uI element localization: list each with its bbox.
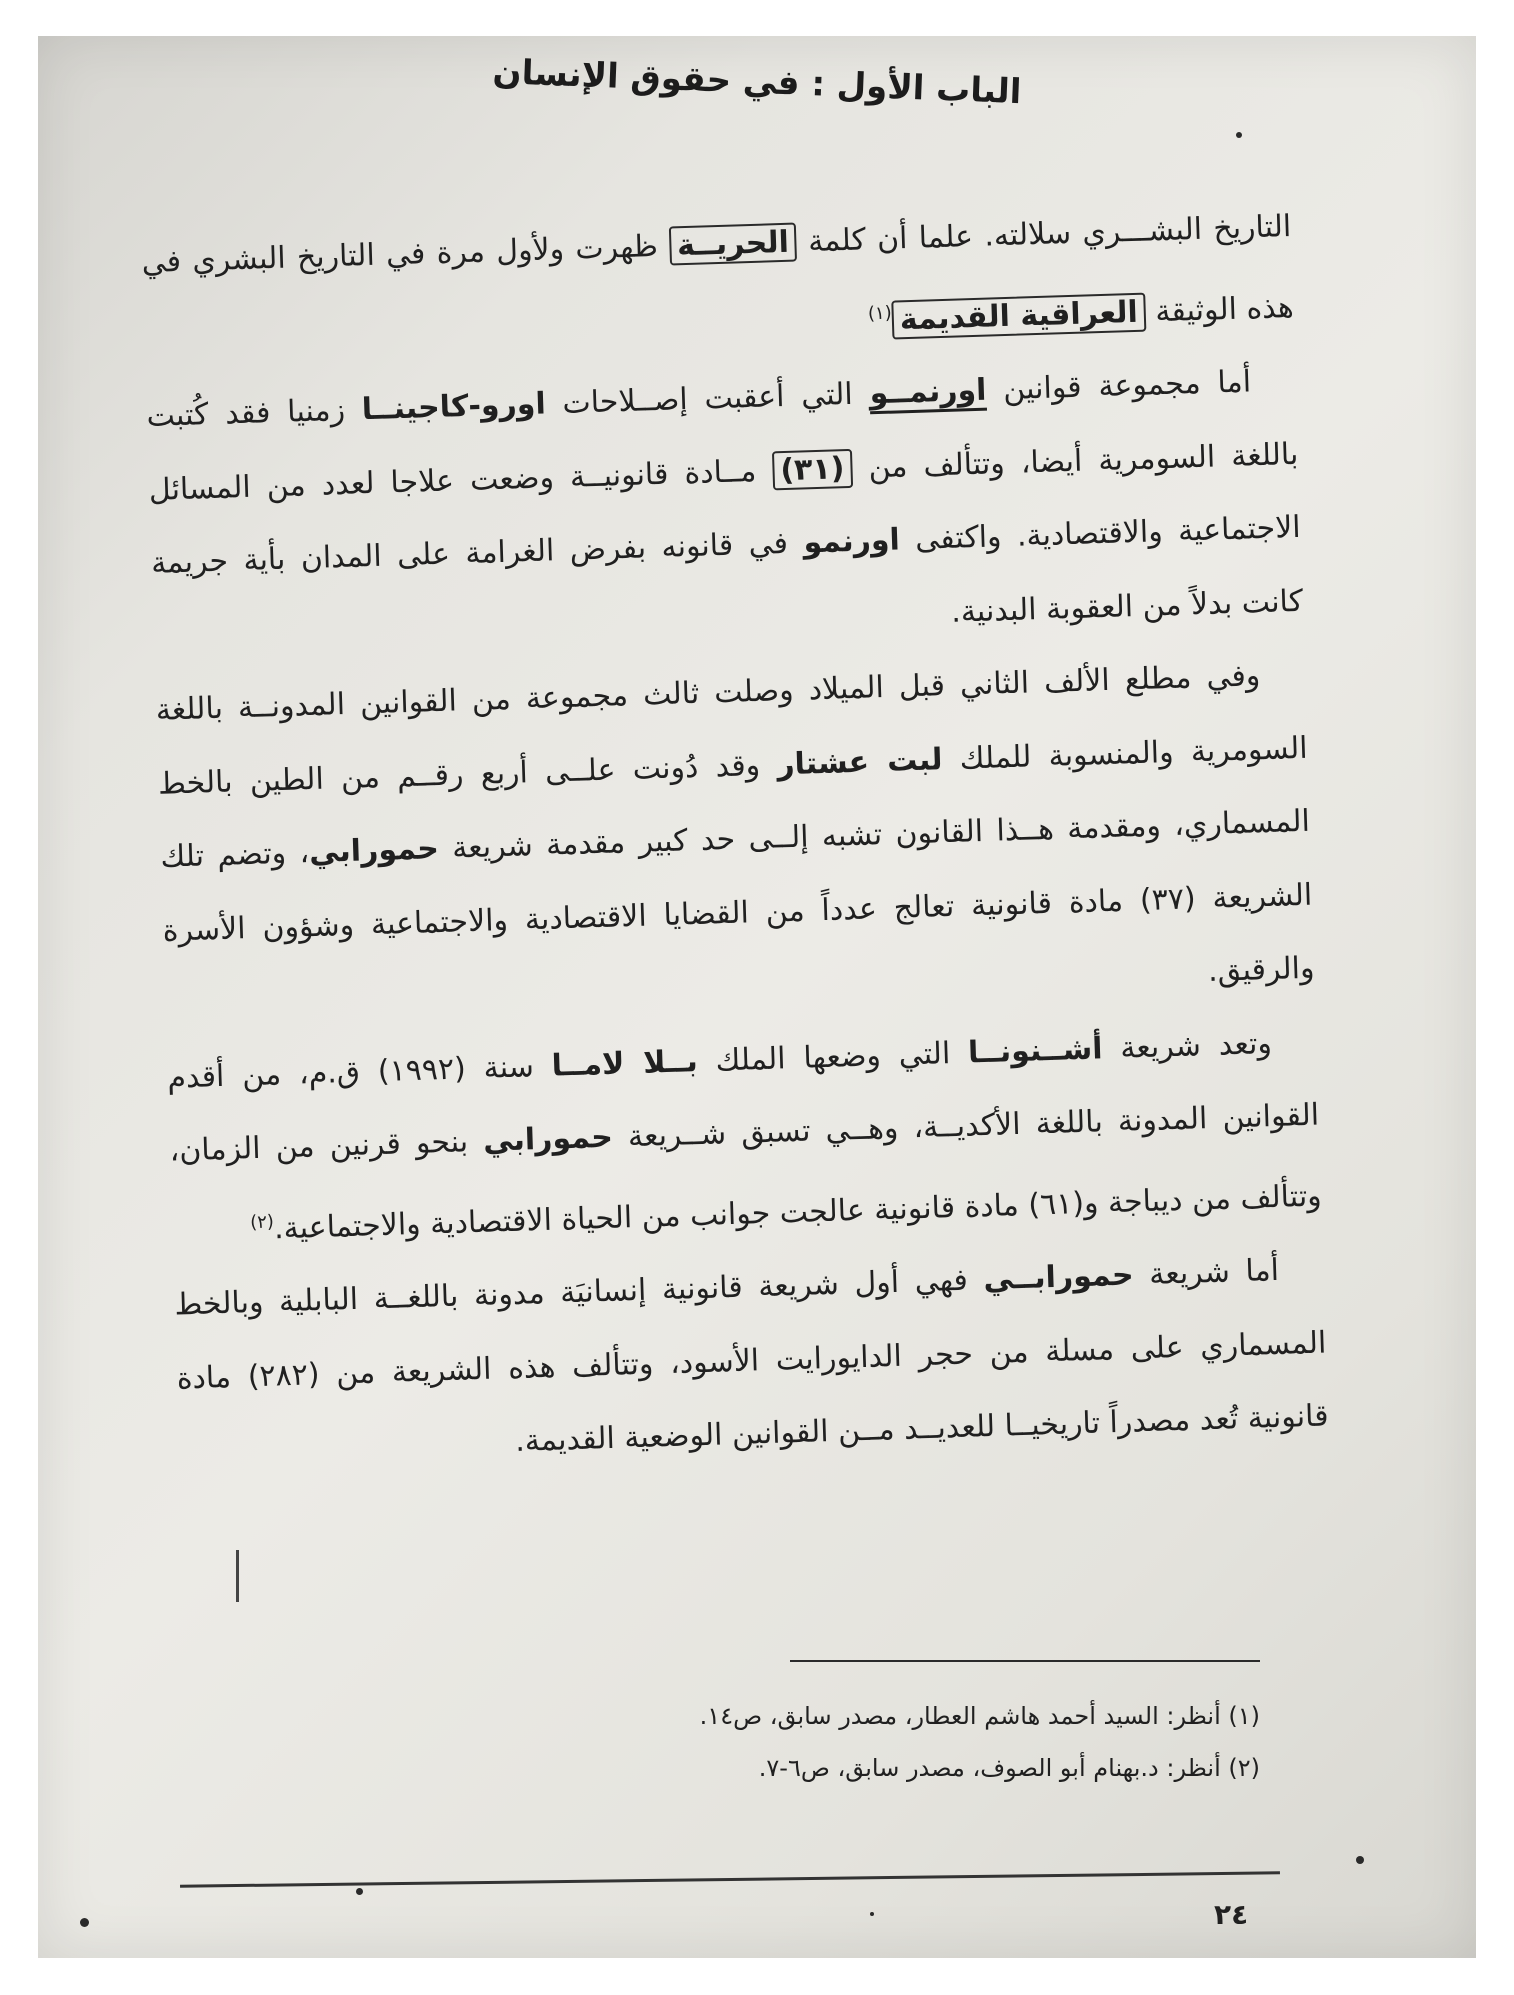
speck-dot xyxy=(356,1888,363,1895)
page-number: ٢٤ xyxy=(1214,1898,1249,1931)
footnotes xyxy=(520,1690,1260,1794)
speck-dot xyxy=(870,1912,874,1916)
p2-text-e: في قانونه بفرض الغرامة على المدان بأية جريمة كانت بدلاً من العقوبة البدنية. xyxy=(150,525,1304,630)
p2-text-b: التي أعقبت إصــلاحات xyxy=(545,376,871,422)
footnote-2: (٢) أنظر: د.بهنام أبو الصوف، مصدر سابق، ص٦-٧. xyxy=(758,1754,1260,1782)
body-text xyxy=(141,190,1330,1489)
speck-dot xyxy=(1236,132,1242,138)
p3-text-c: ، وتضم تلك الشريعة (٣٧) مادة قانونية تعالج عدداً من القضايا الاقتصادية والاجتماعية وشؤون الأسرة والرقيق. xyxy=(159,835,1316,989)
p1-text-a: التاريخ البشـــري سلالته. علما أن كلمة xyxy=(796,208,1292,260)
name-ur-nammu: اورنمــو xyxy=(868,372,987,412)
name-hammurabi: حمورابي xyxy=(308,831,440,871)
paragraph-2 xyxy=(145,344,1304,674)
name-eshnunna: أشــنونــا xyxy=(967,1030,1103,1071)
p4-text-d: بنحو قرنين من الزمان، وتتألف من ديباجة و(٦١) مادة قانونية عالجت جوانب من الحياة الاقتصادية والاجتماعية. xyxy=(169,1123,1323,1246)
p2-text-c: زمنيا فقد كُتبت باللغة السومرية أيضا، وتتألف من xyxy=(146,392,1299,486)
footnote-1: (١) أنظر: السيد أحمد هاشم العطار، مصدر سابق، ص١٤. xyxy=(699,1702,1260,1730)
speck-dot xyxy=(1356,1856,1364,1864)
p2-text-a: أما مجموعة قوانين xyxy=(985,364,1252,408)
p2-text-d: مــادة قانونيــة وضعت علاجا لعدد من المسائل الاجتماعية والاقتصادية. واكتفى xyxy=(148,452,1302,558)
highlight-box-freedom: الحريــة xyxy=(669,223,798,266)
name-lipit-ishtar: لبت عشتار xyxy=(776,741,944,782)
paragraph-4 xyxy=(166,1005,1323,1269)
p1-text-b: ظهرت ولأول مرة في التاريخ البشري في هذه الوثيقة xyxy=(141,228,1295,330)
p5-text-a: أما شريعة xyxy=(1133,1252,1280,1293)
p4-text-c: سنة (١٩٩٢) ق.م، من أقدم القوانين المدونة باللغة الأكديــة، وهــي تسبق شــريعة xyxy=(166,1048,1320,1155)
p3-text-b: وقد دُونت علــى أربع رقــم من الطين بالخط المسماري، ومقدمة هــذا القانون تشبه إلــى حد كبير مقدمة شريعة xyxy=(157,746,1311,867)
highlight-box-31: (٣١) xyxy=(772,448,853,489)
name-hammurabi-2: حمورابي xyxy=(482,1119,614,1159)
speck-dot xyxy=(80,1918,89,1927)
p4-text-b: التي وضعها الملك xyxy=(697,1035,969,1079)
footnote-ref-2: (٢) xyxy=(249,1210,275,1233)
p4-text-a: وتعد شريعة xyxy=(1101,1025,1273,1066)
p3-text-a: وفي مطلع الألف الثاني قبل الميلاد وصلت ثالث مجموعة من القوانين المدونــة باللغة السومرية والمنسوبة للملك xyxy=(155,658,1309,777)
chapter-label: الباب الأول : xyxy=(810,64,1023,113)
name-ur-nammu-2: اورنمو xyxy=(802,522,901,561)
chapter-title: في حقوق الإنسان xyxy=(491,51,801,104)
footnote-divider xyxy=(790,1660,1260,1662)
p5-text-b: فهي أول شريعة قانونية إنسانيَة مدونة باللغــة البابلية وبالخط المسماري على مسلة من حجر الدايورايت الأسود، وتتألف هذه الشريعة من (٢٨٢) مادة قانونية تُعد مصدراً تاريخيــا للعديــد مــن القوانين الوضعية القديمة. xyxy=(173,1262,1330,1459)
paragraph-3 xyxy=(155,638,1316,1041)
footnote-ref-1: (١) xyxy=(867,302,892,324)
name-urukagina: اورو-كاجينــا xyxy=(361,386,547,428)
highlight-box-iraqi-ancient: العراقية القديمة xyxy=(891,292,1146,339)
paragraph-5 xyxy=(173,1232,1329,1489)
pencil-mark xyxy=(236,1550,239,1602)
name-bilalama: بــلا لامــا xyxy=(551,1043,699,1084)
name-hammurabi-3: حمورابــي xyxy=(982,1257,1135,1298)
